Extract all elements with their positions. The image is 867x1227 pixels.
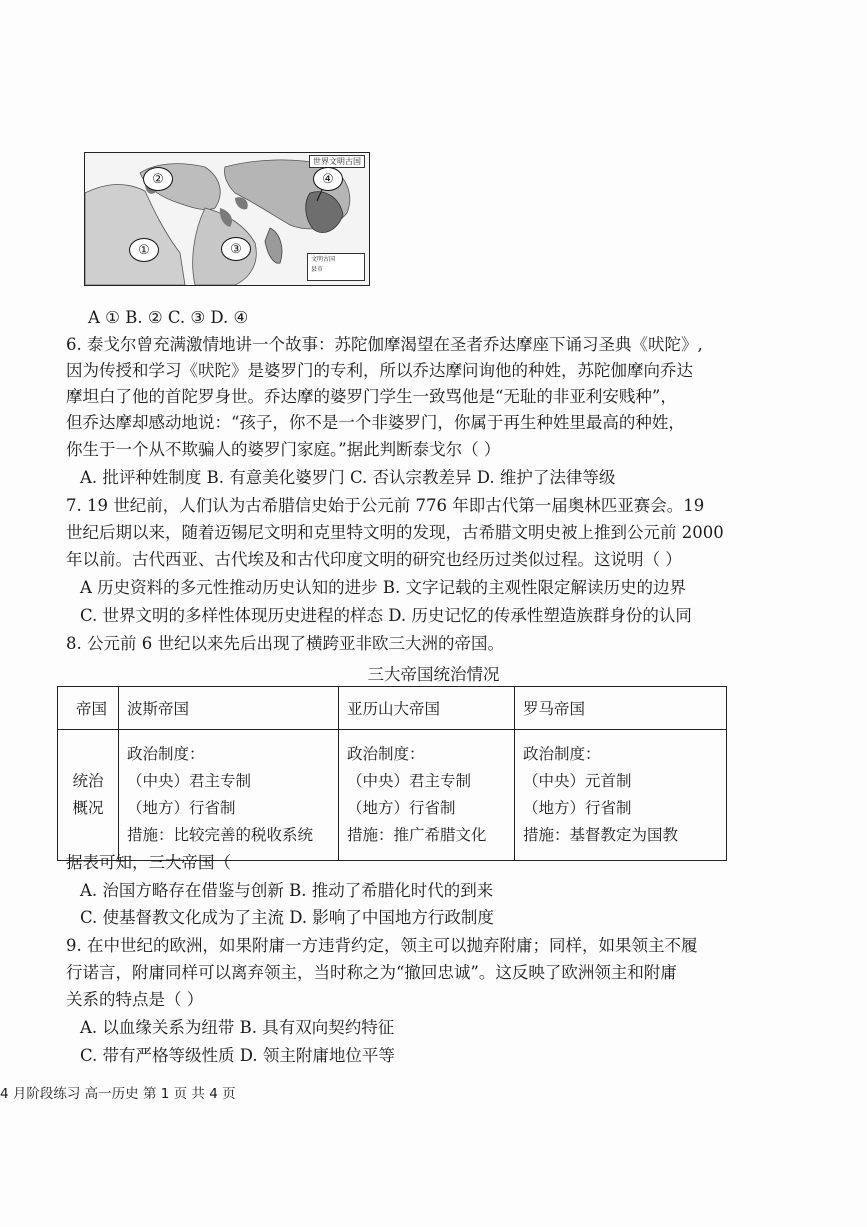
cell-line: 措施：基督教定为国教 — [523, 826, 679, 844]
table-header-cell: 罗马帝国 — [515, 687, 727, 730]
cell-line: （地方）行省制 — [523, 799, 632, 817]
q9-line: 9. 在中世纪的欧洲，如果附庸一方违背约定，领主可以抛弃附庸；同样，如果领主不履 — [66, 936, 698, 955]
q9-line: 行诺言，附庸同样可以离弃领主，当时称之为“撤回忠诚”。这反映了欧洲领主和附庸 — [66, 963, 677, 982]
table-cell-rome — [515, 730, 727, 861]
table-header-cell: 波斯帝国 — [119, 687, 339, 730]
table-header-row — [58, 687, 727, 730]
table-header-cell: 帝国 — [58, 687, 119, 730]
row-label-line: 概况 — [72, 799, 104, 817]
table-cell-alexander — [339, 730, 515, 861]
empires-table — [57, 686, 727, 861]
map-marker-4: ④ — [313, 167, 343, 191]
map-marker-1: ① — [129, 238, 159, 262]
map-marker-3: ③ — [221, 237, 251, 261]
q8-stem: 据表可知，三大帝国（ — [66, 853, 231, 872]
row-label-line: 统治 — [72, 772, 104, 790]
q6-line: 摩坦白了他的首陀罗身世。乔达摩的婆罗门学生一致骂他是“无耻的非亚利安贱种”， — [66, 387, 677, 406]
cell-line: （中央）君主专制 — [127, 772, 252, 790]
map-legend-item: 县市 — [311, 266, 324, 273]
q6-line: 你生于一个从不欺骗人的婆罗门家庭。”据此判断泰戈尔（ ） — [66, 440, 501, 459]
map-legend — [307, 253, 365, 281]
q9-option-ab: A. 以血缘关系为纽带 B. 具有双向契约特征 — [80, 1018, 395, 1037]
q9-option-cd: C. 带有严格等级性质 D. 领主附庸地位平等 — [80, 1046, 395, 1065]
page-footer: 4 月阶段练习 高一历史 第 1 页 共 4 页 — [0, 1086, 236, 1102]
q7-line: 世纪后期以来，随着迈锡尼文明和克里特文明的发现，古希腊文明史被上推到公元前 2000 — [66, 523, 724, 542]
cell-line: （中央）君主专制 — [347, 772, 472, 790]
q7-line: 7. 19 世纪前，人们认为古希腊信史始于公元前 776 年即古代第一届奥林匹亚赛会。19 — [66, 496, 705, 515]
map-title: 世界文明古国 — [309, 155, 365, 168]
world-civilizations-map — [84, 152, 370, 286]
table-row — [58, 730, 727, 861]
cell-line: 措施：推广希腊文化 — [347, 826, 487, 844]
cell-line: （地方）行省制 — [347, 799, 456, 817]
q8-intro: 8. 公元前 6 世纪以来先后出现了横跨亚非欧三大洲的帝国。 — [66, 634, 504, 653]
q7-option-ab: A 历史资料的多元性推动历史认知的进步 B. 文字记载的主观性限定解读历史的边界 — [80, 578, 687, 597]
q8-table-title: 三大帝国统治情况 — [367, 665, 500, 684]
cell-line: （中央）元首制 — [523, 772, 632, 790]
q6-line: 因为传授和学习《吠陀》是婆罗门的专利，所以乔达摩问询他的种姓，苏陀伽摩向乔达 — [66, 361, 693, 380]
q6-options: A. 批评种姓制度 B. 有意美化婆罗门 C. 否认宗教差异 D. 维护了法律等级 — [80, 468, 616, 487]
q5-options: A ① B. ② C. ③ D. ④ — [88, 308, 249, 327]
q6-line: 6. 泰戈尔曾充满激情地讲一个故事：苏陀伽摩渴望在圣者乔达摩座下诵习圣典《吠陀》, — [66, 335, 703, 354]
map-marker-2: ② — [143, 167, 173, 191]
table-header-cell: 亚历山大帝国 — [339, 687, 515, 730]
cell-line: 政治制度： — [523, 745, 601, 763]
q9-line: 关系的特点是（ ） — [66, 990, 204, 1009]
q8-option-ab: A. 治国方略存在借鉴与创新 B. 推动了希腊化时代的到来 — [80, 881, 494, 900]
cell-line: （地方）行省制 — [127, 799, 236, 817]
q7-option-cd: C. 世界文明的多样性体现历史进程的样态 D. 历史记忆的传承性塑造族群身份的认同 — [80, 606, 692, 625]
table-row-label — [58, 730, 119, 861]
table-cell-persia — [119, 730, 339, 861]
cell-line: 政治制度： — [127, 745, 205, 763]
cell-line: 政治制度： — [347, 745, 425, 763]
q6-line: 但乔达摩却感动地说：“孩子，你不是一个非婆罗门，你属于再生种姓里最高的种姓， — [66, 413, 685, 432]
q8-option-cd: C. 使基督教文化成为了主流 D. 影响了中国地方行政制度 — [80, 908, 494, 927]
map-legend-item: 文明古国 — [311, 256, 336, 263]
q7-line: 年以前。古代西亚、古代埃及和古代印度文明的研究也经历过类似过程。这说明（ ） — [66, 550, 682, 569]
cell-line: 措施：比较完善的税收系统 — [127, 826, 314, 844]
